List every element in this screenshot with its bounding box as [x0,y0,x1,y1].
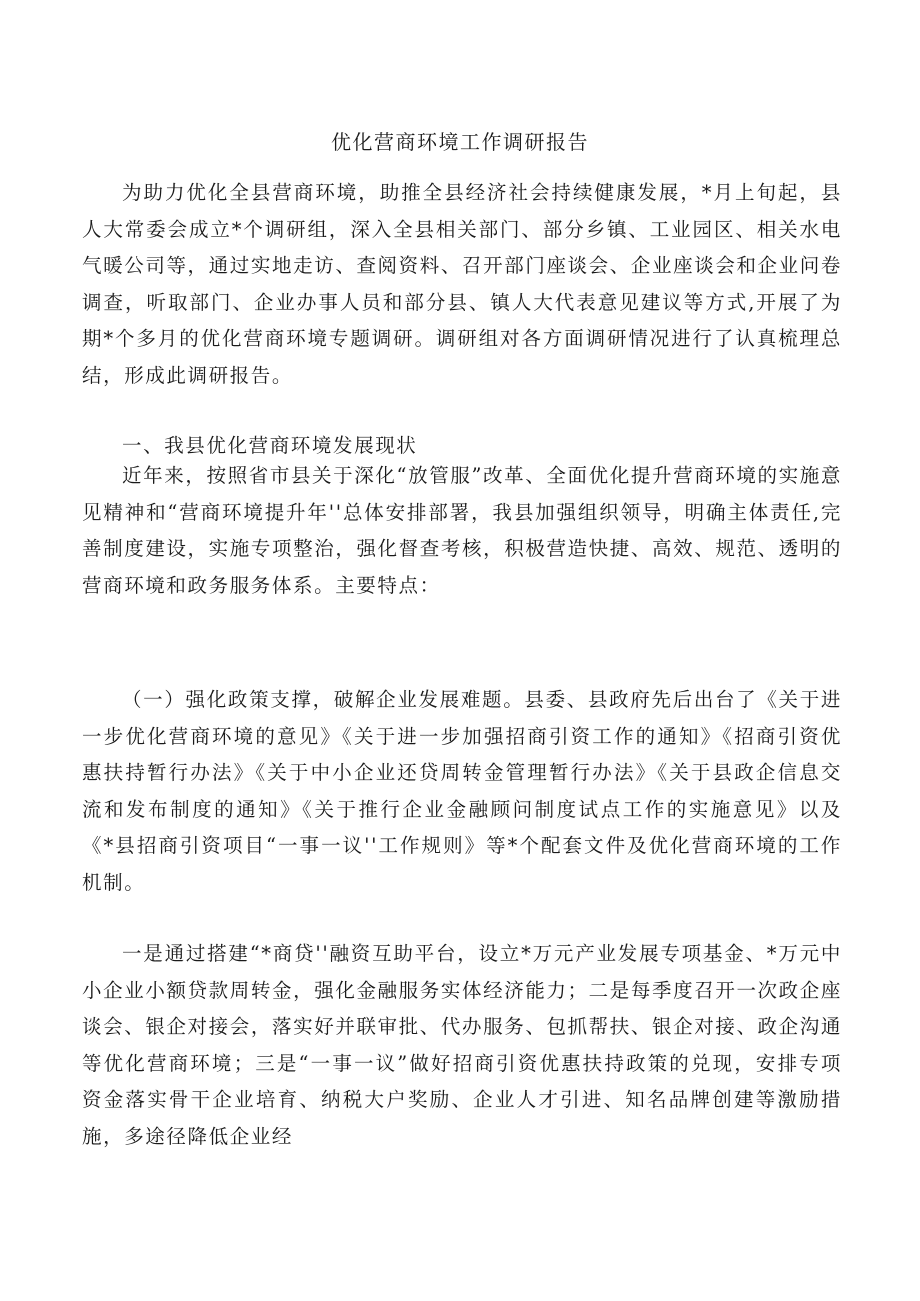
section-heading-1: 一、我县优化营商环境发展现状 [122,434,418,457]
paragraph-measures: 一是通过搭建“*商贷''融资互助平台，设立*万元产业发展专项基金、*万元中小企业小额贷款周转金，强化金融服务实体经济能力；二是每季度召开一次政企座谈会、银企对接会，落实好并联审批、代办服务、包抓帮扶、银企对接、政企沟通等优化营商环境；三是“一事一议”做好招商引资优惠扶持政策的兑现，安排专项资金落实骨干企业培育、纳税大户奖励、企业人才引进、知名品牌创建等激励措施，多途径降低企业经 [82,942,842,1148]
paragraph-intro: 为助力优化全县营商环境，助推全县经济社会持续健康发展，*月上旬起，县人大常委会成立*个调研组，深入全县相关部门、部分乡镇、工业园区、相关水电气暖公司等，通过实地走访、查阅资料、召开部门座谈会、企业座谈会和企业问卷调查，听取部门、企业办事人员和部分县、镇人大代表意见建议等方式,开展了为期*个多月的优化营商环境专题调研。调研组对各方面调研情况进行了认真梳理总结，形成此调研报告。 [82,181,842,387]
document-title: 优化营商环境工作调研报告 [331,130,589,154]
paragraph-current-status: 近年来，按照省市县关于深化“放管服”改革、全面优化提升营商环境的实施意见精神和“营商环境提升年''总体安排部署，我县加强组织领导，明确主体责任,完善制度建设，实施专项整治，强化督查考核，积极营造快捷、高效、规范、透明的营商环境和政务服务体系。主要特点： [82,464,842,597]
paragraph-policy-support: （一）强化政策支撑，破解企业发展难题。县委、县政府先后出台了《关于进一步优化营商环境的意见》《关于进一步加强招商引资工作的通知》《招商引资优惠扶持暂行办法》《关于中小企业还贷周转金管理暂行办法》《关于县政企信息交流和发布制度的通知》《关于推行企业金融顾问制度试点工作的实施意见》以及《*县招商引资项目“一事一议''工作规则》等*个配套文件及优化营商环境的工作机制。 [82,688,842,894]
